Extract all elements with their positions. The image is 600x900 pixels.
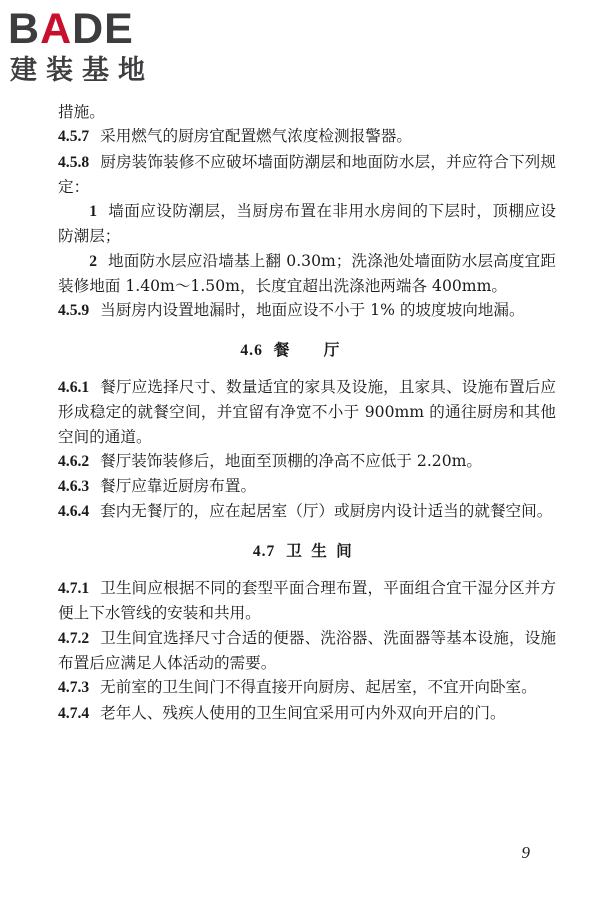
- clause-4-6-1: 4.6.1 餐厅应选择尺寸、数量适宜的家具及设施，且家具、设施布置后应形成稳定的就餐空间，并宜留有净宽不小于 900mm 的通往厨房和其他空间的通道。: [58, 377, 556, 446]
- section-heading-4-6: 4.6 餐厅: [240, 339, 374, 359]
- clause-4-7-3: 4.7.3 无前室的卫生间门不得直接开向厨房、起居室，不宜开向卧室。: [58, 678, 537, 697]
- clause-4-5-8: 4.5.8 厨房装饰装修不应破坏墙面防潮层和地面防水层，并应符合下列规定：: [58, 152, 556, 196]
- bade-logo: [8, 6, 178, 88]
- clause-4-5-8-item-1: 1 墙面应设防潮层，当厨房布置在非用水房间的下层时，顶棚应设防潮层；: [58, 202, 556, 246]
- clause-4-7-2: 4.7.2 卫生间宜选择尺寸合适的便器、洗浴器、洗面器等基本设施，设施布置后应满足人体活动的需要。: [58, 628, 556, 672]
- clause-4-5-7: 4.5.7 采用燃气的厨房宜配置燃气浓度检测报警器。: [58, 127, 412, 146]
- page-number: 9: [521, 843, 530, 862]
- clause-4-6-4: 4.6.4 套内无餐厅的，应在起居室（厅）或厨房内设计适当的就餐空间。: [58, 502, 553, 521]
- paragraph-continuation: 措施。: [58, 103, 105, 121]
- clause-4-7-4: 4.7.4 老年人、残疾人使用的卫生间宜采用可内外双向开启的门。: [58, 703, 506, 722]
- clause-4-7-1: 4.7.1 卫生间应根据不同的套型平面合理布置，平面组合宜干湿分区并方便上下水管线的安装和共用。: [58, 579, 556, 623]
- logo-wordmark: BADE: [8, 5, 134, 53]
- clause-4-6-3: 4.6.3 餐厅应靠近厨房布置。: [58, 477, 257, 496]
- clause-4-6-2: 4.6.2 餐厅装饰装修后，地面至顶棚的净高不应低于 2.20m。: [58, 451, 483, 470]
- section-heading-4-7: 4.7 卫生间: [252, 540, 362, 560]
- document-body: [58, 100, 556, 726]
- clause-4-5-8-item-2: 2 地面防水层应沿墙基上翻 0.30m；洗涤池处墙面防水层高度宜距装修地面 1.40m～1.50m，长度宜超出洗涤池两端各 400mm。: [58, 251, 556, 296]
- logo-subtitle: 建装基地: [10, 55, 154, 86]
- clause-4-5-9: 4.5.9 当厨房内设置地漏时，地面应设不小于 1% 的坡度坡向地漏。: [58, 301, 525, 320]
